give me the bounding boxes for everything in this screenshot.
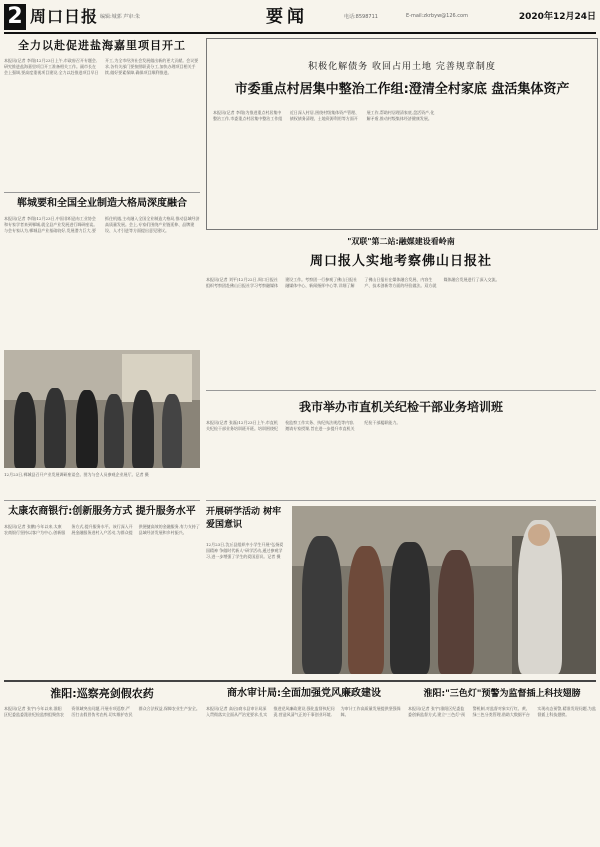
paper-name: 周口日报	[30, 7, 99, 26]
feature-banner	[206, 38, 598, 230]
article-title: 商水审计局:全面加强党风廉政建设	[227, 688, 381, 699]
article-title: 太康农商银行:创新服务方式 提升服务水平	[8, 506, 196, 517]
article-body: 本报讯(记者 高启)商水县审计局深入贯彻落实全面从严治党要求,扎实推进党风廉政建设,强化监督执纪问责,营造风清气正的干事创业环境,为审计工作高质量发展提供坚强保障。	[206, 706, 401, 717]
students-photo	[292, 506, 596, 674]
article-discipline-training	[206, 398, 596, 496]
article-body: 本报讯(记者 张宇)今年以来,淮阳区纪委监委派驻纪检监察组聚焦农资领域突出问题,开展专项巡察,严厉打击假冒伪劣农药,切实维护农民群众合法权益,保障农业生产安全。	[4, 706, 200, 717]
article-foshan-visit	[206, 236, 596, 386]
divider	[206, 500, 596, 501]
article-saltsea-project	[4, 38, 200, 190]
article-title: 郸城要和全国全业制造大格局深度融合	[17, 198, 187, 209]
article-title: 我市举办市直机关纪检干部业务培训班	[298, 400, 503, 414]
banner-headline: 市委重点村居集中整治工作组:澄清全村家底 盘活集体资产	[234, 82, 570, 97]
divider	[4, 680, 596, 682]
banner-body: 本报讯(记者 李翔)为推进重点村居集中整治工作,市委重点村居集中整治工作组近日深入村居,围绕村级集体资产管理、债权债务清理、土地资源利用等方面开展工作,帮助村居理清家底,盘活资产,化解矛盾,推动村级集体经济健康发展。	[213, 110, 435, 121]
meeting-photo	[4, 350, 200, 468]
article-body: 本报讯(记者 张宇)淮阳区纪委监委创新监督方式,建立"三色灯"预警机制,对监督对象实行红、黄、绿三色分类管理,借助大数据平台实现动态预警,精准发现问题,为监督插上科技翅膀。	[408, 706, 596, 717]
article-body: 12月23日,沈丘县组织中小学生开展"弘扬爱国精神 争做时代新人"研学活动,通过参观学习,进一步增强了学生的爱国意识。记者 摄	[206, 542, 284, 559]
masthead	[4, 4, 596, 34]
article-body: 本报讯(记者 张磊)12月23日上午,市直机关纪检干部业务培训班开班。培训围绕纪检监察工作实务、执纪执法规范等内容,邀请专家授课,旨在进一步提升市直机关纪检干部履职能力。	[206, 420, 401, 431]
banner-kicker: 积极化解债务 收回占用土地 完善规章制度	[308, 62, 496, 72]
issue-date: 2020年12月24日	[518, 12, 596, 22]
article-shangshui-audit	[206, 686, 402, 844]
article-title: 开展研学活动 树牢爱国意识	[206, 507, 282, 530]
section-name: 要闻	[266, 7, 308, 27]
divider	[206, 390, 596, 391]
article-title: 淮阳:巡察亮剑假农药	[50, 687, 154, 700]
email-line: E-mail:zkrbyw@126.com	[406, 13, 468, 19]
article-body: 本报讯(记者 李翔)12月23日上午,市政府召开专题会,研究推进盐海嘉里项目开工准备相关工作。副市长在会上强调,要高度重视项目建设,全力以赴推进项目早日开工,为全市经济社会发展做出新的更大贡献。会议要求,各有关部门要按照职责分工,加快办理项目相关手续,做好要素保障,确保项目顺利推进。	[4, 58, 199, 75]
page-number: 2	[4, 4, 26, 30]
article-title: 全力以赴促进盐海嘉里项目开工	[18, 39, 186, 52]
article-huaiyang-pesticide	[4, 686, 200, 844]
editor-line: 编辑:城郭 声审:朱	[100, 14, 140, 20]
article-body: 本报讯(记者 刘平)12月22日,周口日报社组织考察团赴佛山日报社学习考察融媒体建设工作。考察团一行参观了佛山日报社融媒体中心、新闻指挥中心等,详细了解了佛山日报社在媒体融合发展、内容生产、技术创新等方面的经验做法。双方就媒体融合发展进行了深入交流。	[206, 277, 500, 288]
article-study-activity	[206, 506, 286, 674]
photo-caption: 12月23日,郸城县召开产业发展调研座谈会。图为与会人员参观企业展厅。记者 摄	[4, 472, 149, 477]
divider	[4, 500, 200, 501]
article-taikang-bank	[4, 504, 200, 674]
article-body: 本报讯(记者 张鹏)今年以来,太康农商银行坚持以客户为中心,创新服务方式,提升服务水平。该行深入开展金融服务进村入户活动,为群众提供便捷高效的金融服务,有力支持了县域经济发展和乡村振兴。	[4, 524, 200, 535]
divider	[4, 192, 200, 193]
article-title: 周口报人实地考察佛山日报社	[309, 254, 492, 269]
article-dancheng	[4, 196, 200, 346]
article-title: 淮阳:"三色灯"预警为监督插上科技翅膀	[423, 689, 581, 699]
article-body: 本报讯(记者 李翔)12月23日,中国非织造布工业协会和专家学者来到郸城,就全县产业发展进行调研座谈。与会专家认为,郸城县产业基础较好,发展潜力巨大,要抓住机遇,主动融入全国全业制造大格局,推动县域经济高质量发展。会上,专家们围绕产业链延伸、品牌建设、人才引进等方面提出意见建议。	[4, 216, 200, 233]
phone-line: 电话:8598711	[344, 14, 378, 20]
article-kicker: "双联"第二站:融媒建设看岭南	[347, 237, 455, 246]
article-huaiyang-three-color	[408, 686, 596, 844]
